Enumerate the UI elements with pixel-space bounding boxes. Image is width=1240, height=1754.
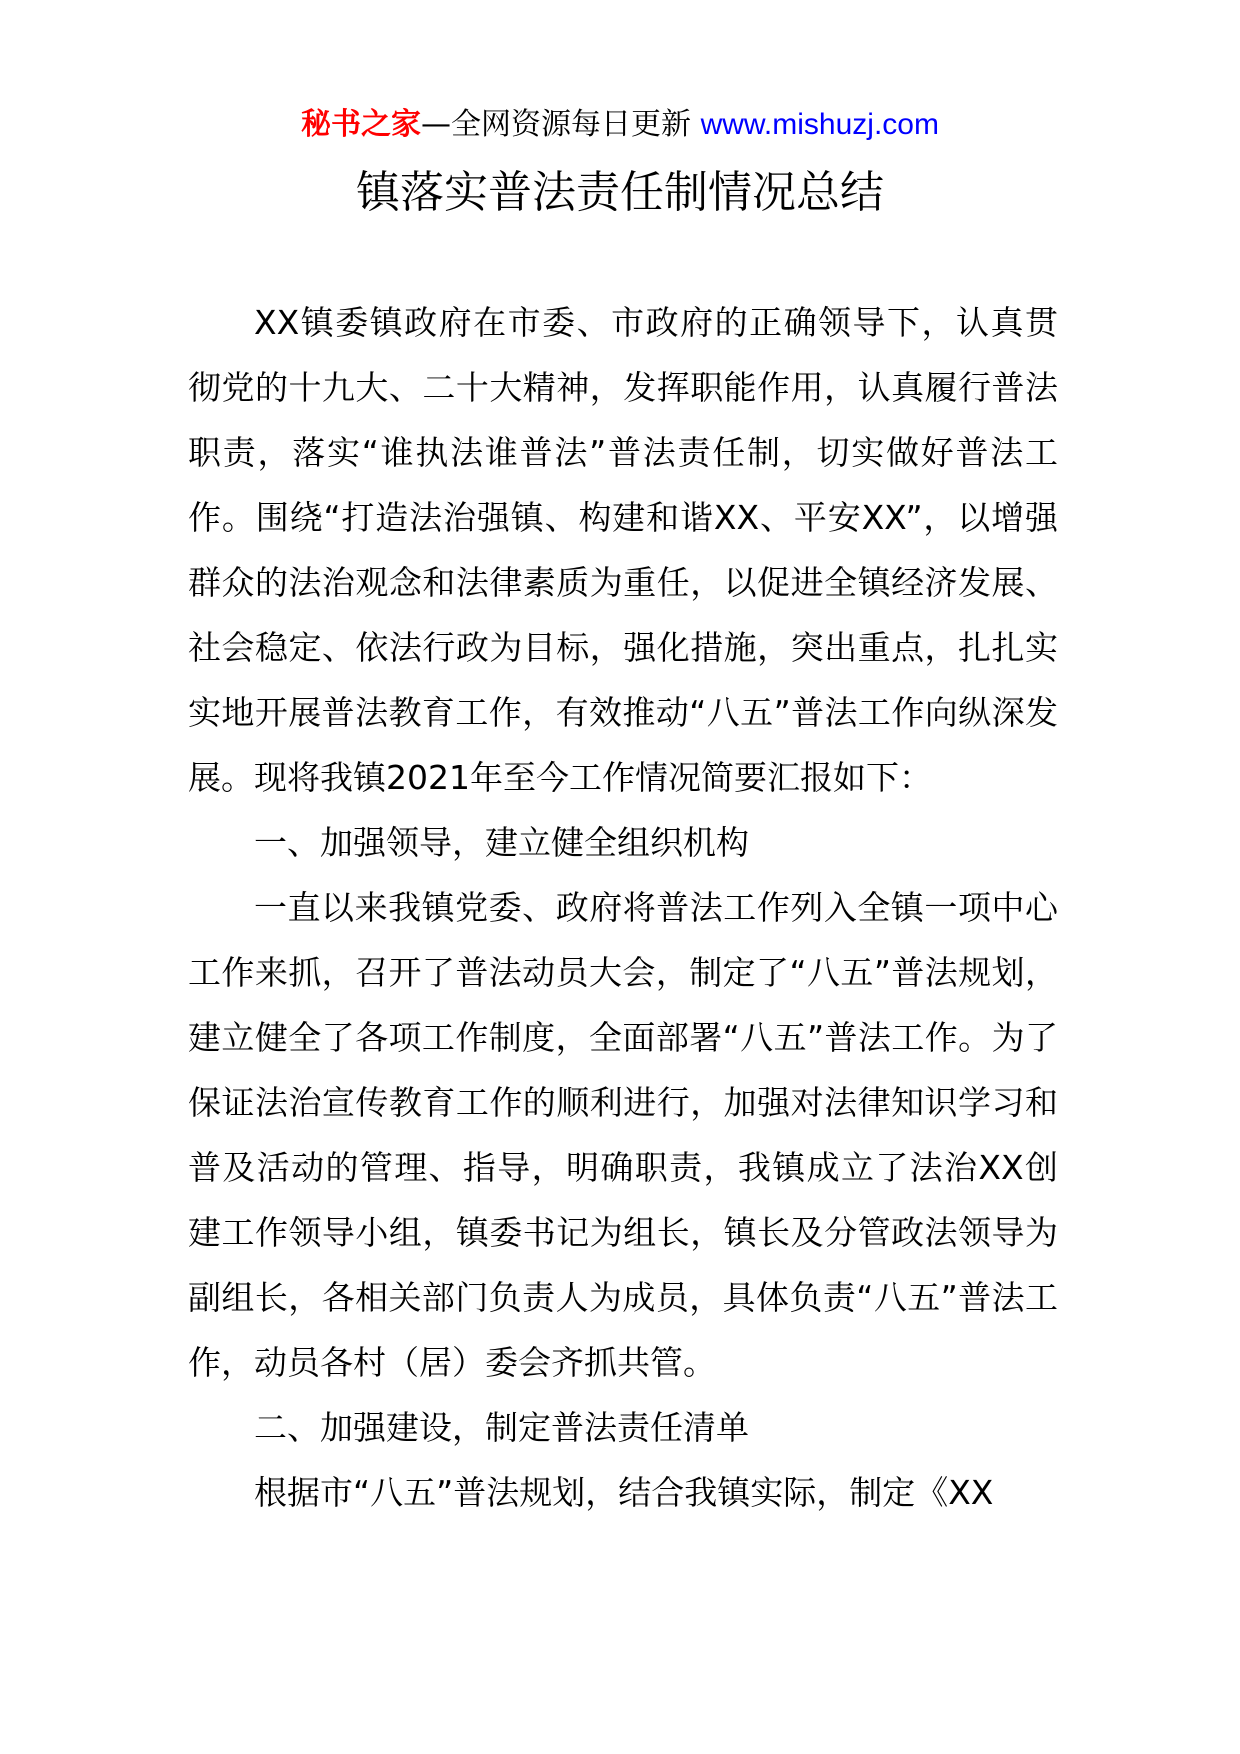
site-url: www.mishuzj.com — [700, 108, 939, 141]
document-body — [188, 290, 1058, 1525]
section-1-paragraph: 一直以来我镇党委、政府将普法工作列入全镇一项中心工作来抓，召开了普法动员大会，制定了“八五”普法规划，建立健全了各项工作制度，全面部署“八五”普法工作。为了保证法治宣传教育工作的顺利进行，加强对法律知识学习和普及活动的管理、指导，明确职责，我镇成立了法治XX创建工作领导小组，镇委书记为组长，镇长及分管政法领导为副组长，各相关部门负责人为成员，具体负责“八五”普法工作，动员各村（居）委会齐抓共管。 — [188, 888, 1058, 1382]
section-2-paragraph: 根据市“八五”普法规划，结合我镇实际，制定《XX — [254, 1473, 994, 1512]
site-tagline: —全网资源每日更新 — [421, 107, 701, 142]
site-header — [0, 100, 1240, 150]
section-heading-2: 二、加强建设，制定普法责任清单 — [254, 1408, 749, 1447]
section-heading-1: 一、加强领导，建立健全组织机构 — [254, 823, 749, 862]
intro-paragraph: XX镇委镇政府在市委、市政府的正确领导下，认真贯彻党的十九大、二十大精神，发挥职能作用，认真履行普法职责，落实“谁执法谁普法”普法责任制，切实做好普法工作。围绕“打造法治强镇、构建和谐XX、平安XX”，以增强群众的法治观念和法律素质为重任，以促进全镇经济发展、社会稳定、依法行政为目标，强化措施，突出重点，扎扎实实地开展普法教育工作，有效推动“八五”普法工作向纵深发展。现将我镇2021年至今工作情况简要汇报如下： — [188, 303, 1058, 797]
site-brand: 秘书之家 — [301, 107, 422, 142]
document-title: 镇落实普法责任制情况总结 — [356, 167, 884, 218]
